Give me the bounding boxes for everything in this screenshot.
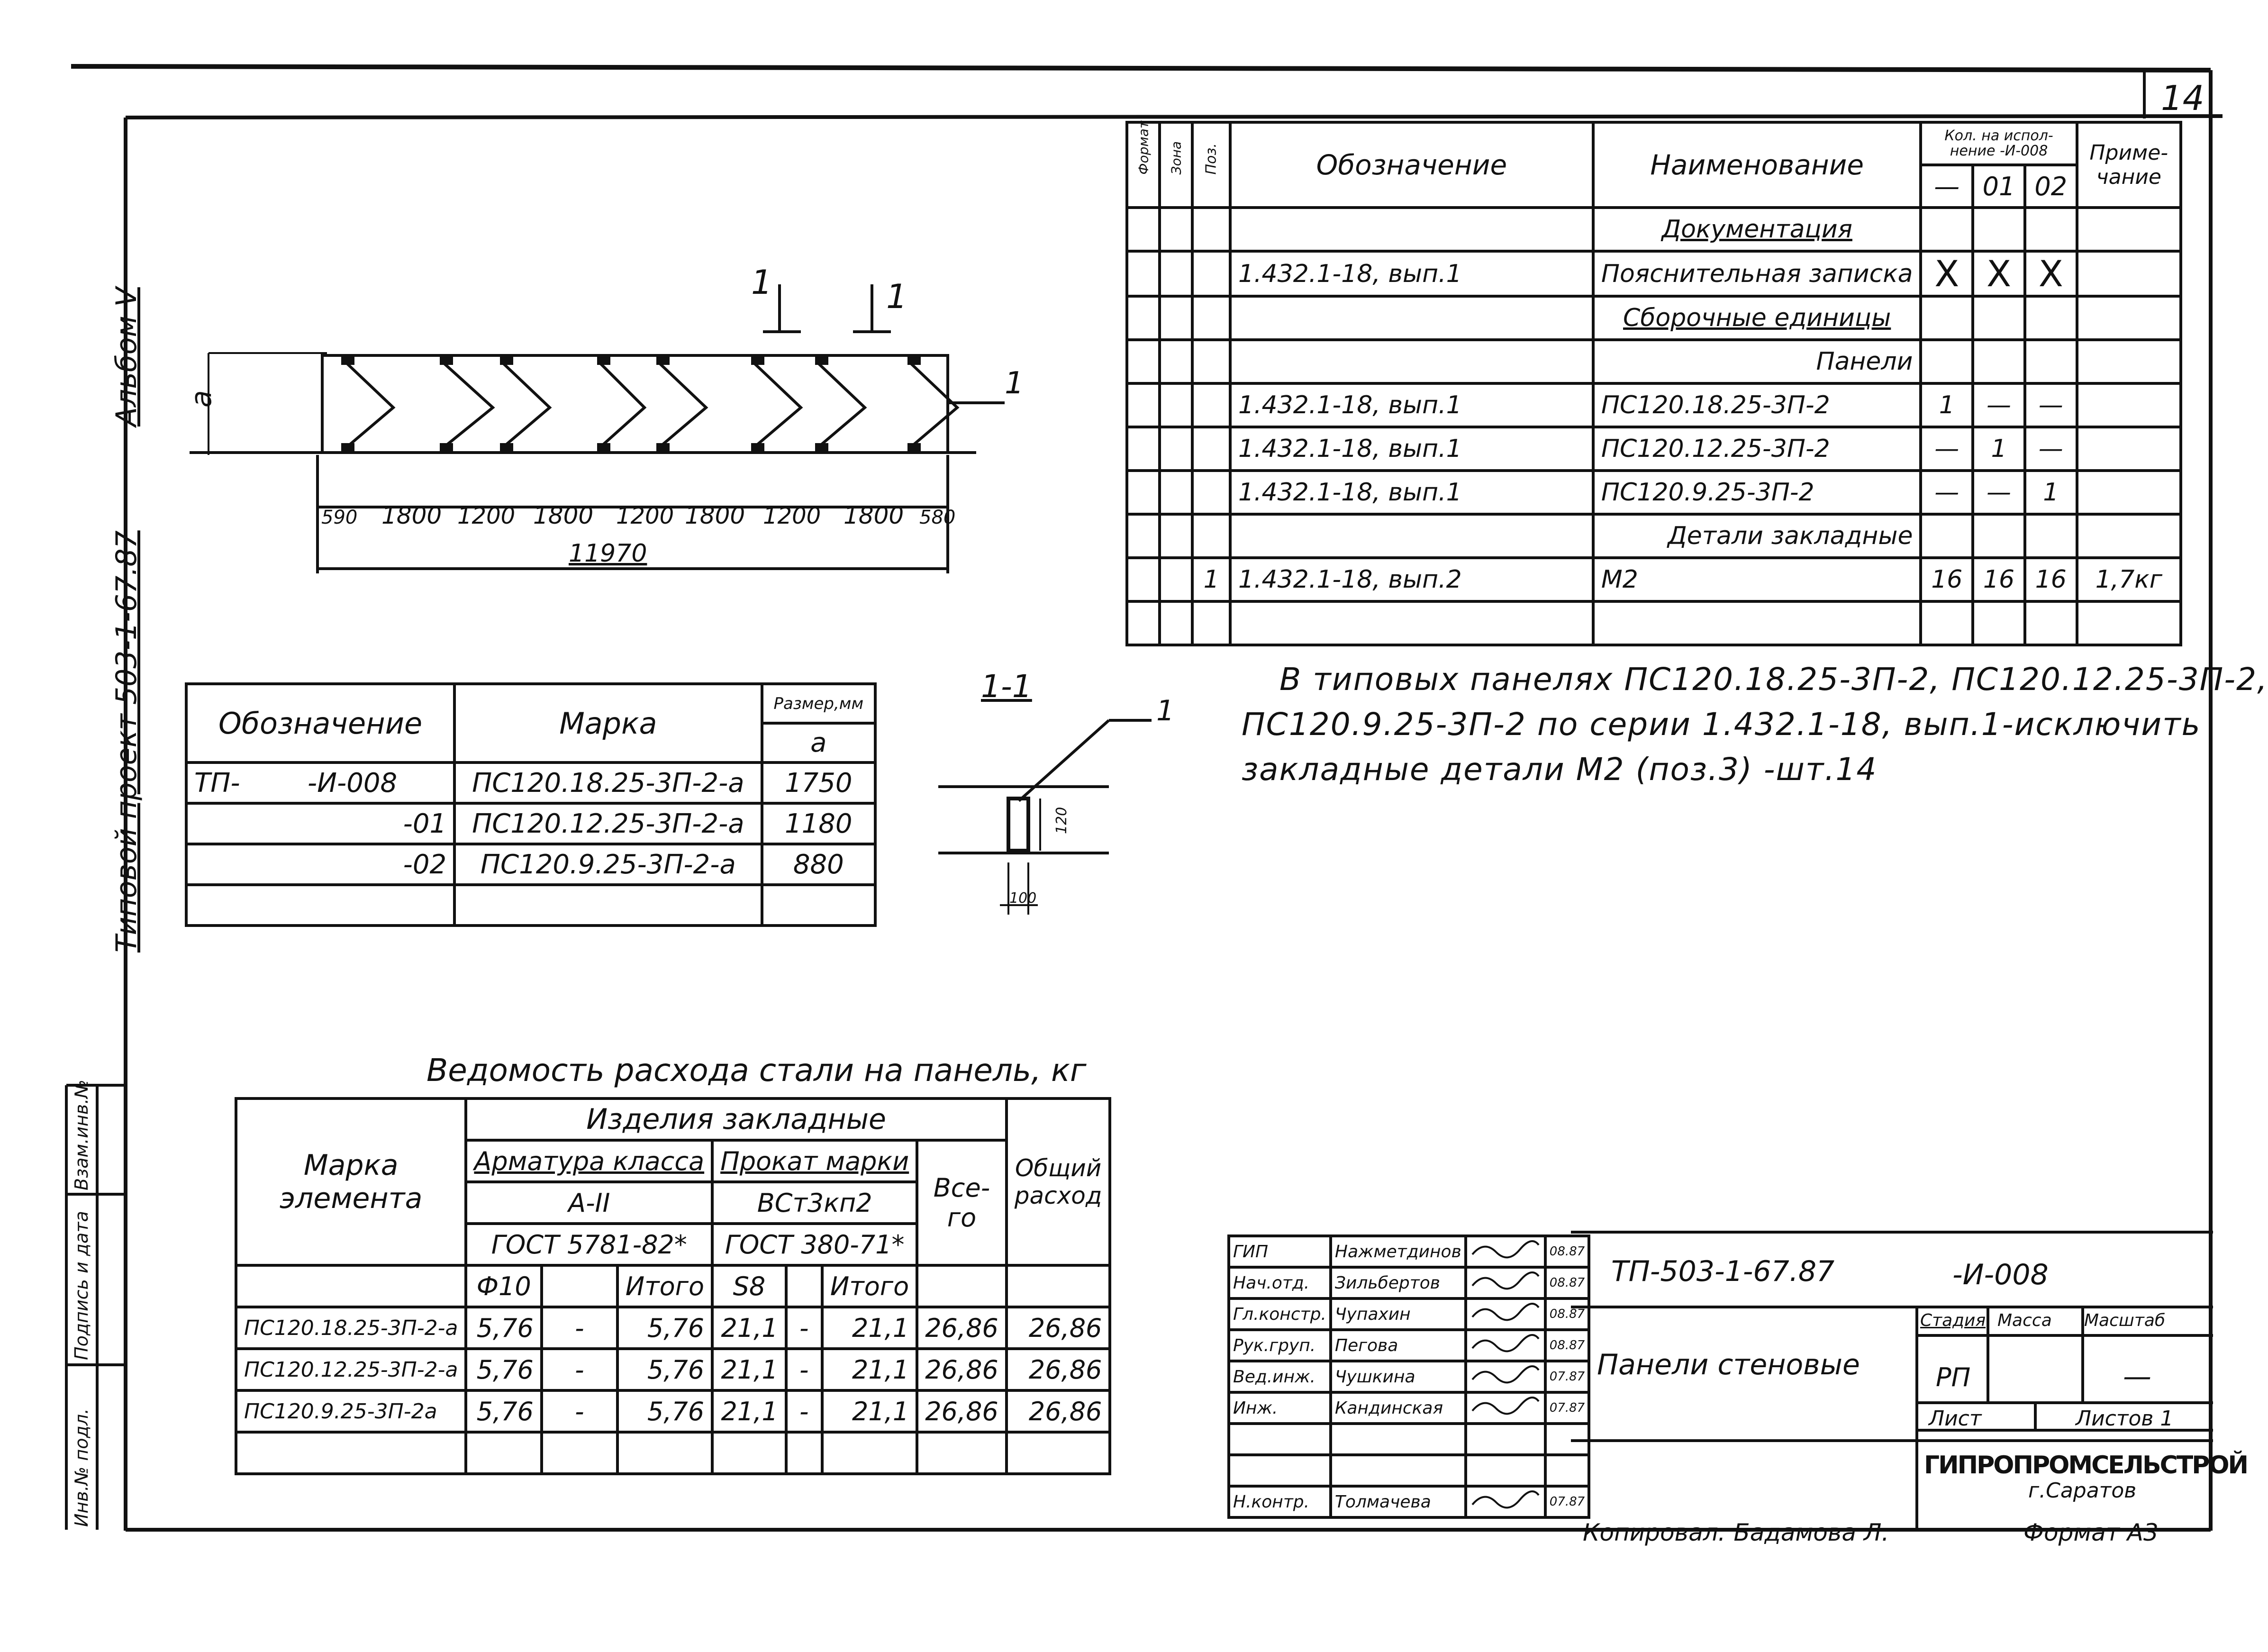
steel-all: 26,86 (917, 1349, 1007, 1390)
panel-elevation-drawing (185, 263, 1043, 607)
spec-note: 1,7кг (2077, 558, 2181, 601)
spec-name (1593, 601, 1921, 645)
spec-format (1127, 383, 1160, 427)
section-drawing (929, 694, 1175, 929)
spec-name: Документация (1593, 208, 1921, 251)
spec-format (1127, 251, 1160, 296)
scale-value: — (2123, 1360, 2151, 1393)
spec-header-designation: Обозначение (1230, 122, 1593, 208)
spec-qty-col-base: — (1921, 165, 1973, 208)
steel-total-2: 21,1 (822, 1349, 917, 1390)
stamp-replace: Взам.инв.№ (71, 1080, 92, 1190)
title-variant: -И-008 (1952, 1258, 2049, 1291)
spec-qty-base: — (1921, 471, 1973, 514)
person-date: 08.87 (1545, 1267, 1589, 1298)
steel-phi10: 5,76 (466, 1349, 541, 1390)
steel-total-2 (822, 1432, 917, 1474)
spec-designation: 1.432.1-18, вып.1 (1230, 427, 1593, 471)
steel-header-empty-3 (917, 1265, 1007, 1307)
spec-qty-02: X (2025, 251, 2077, 296)
person-signature (1466, 1236, 1545, 1267)
dim-1800-1: 1800 (381, 502, 442, 529)
dim-1200-2: 1200 (616, 503, 674, 529)
section-mark-right: 1 (886, 277, 907, 316)
spec-header-qty: Кол. на испол-нение -И-008 (1921, 122, 2077, 165)
person-role (1229, 1424, 1331, 1455)
sheet-format: Формат А3 (2023, 1519, 2159, 1546)
steel-mark: ПС120.12.25-3П-2-а (236, 1349, 466, 1390)
spec-format (1127, 558, 1160, 601)
table-row (1127, 471, 2181, 514)
spec-qty-01: — (1973, 471, 2025, 514)
table-row (1127, 251, 2181, 296)
section-mark-left: 1 (751, 263, 772, 302)
stamp-inv: Инв.№ подл. (71, 1408, 92, 1527)
table-row (1127, 383, 2181, 427)
table-row (236, 1349, 1110, 1390)
spec-qty-col-01: 01 (1973, 165, 2025, 208)
spec-qty-02 (2025, 208, 2077, 251)
person-signature (1466, 1392, 1545, 1424)
dim-1800-4: 1800 (844, 502, 904, 529)
spec-note (2077, 340, 2181, 383)
steel-header-overall: Общий расход (1007, 1098, 1110, 1265)
steel-dash-2: - (786, 1349, 822, 1390)
spec-zone (1160, 383, 1192, 427)
marks-mark (454, 885, 762, 926)
person-signature (1466, 1330, 1545, 1361)
table-row (236, 1390, 1110, 1432)
marks-header-size: Размер,мм (762, 684, 875, 723)
spec-designation (1230, 208, 1593, 251)
dim-1800-3: 1800 (685, 502, 745, 529)
spec-pos (1192, 514, 1230, 558)
spec-note (2077, 427, 2181, 471)
spec-qty-01 (1973, 340, 2025, 383)
steel-total-1: 5,76 (617, 1349, 712, 1390)
note-line-1: В типовых панелях ПС120.18.25-3П-2, ПС120.12.25-3П-2, (1279, 661, 2268, 698)
spec-qty-01 (1973, 208, 2025, 251)
person-date: 07.87 (1545, 1486, 1589, 1517)
page-number: 14 (2161, 78, 2204, 118)
stage-value: РП (1936, 1362, 1971, 1392)
title-code: ТП-503-1-67.87 (1611, 1255, 1835, 1288)
table-row (1127, 601, 2181, 645)
marks-size: 1750 (762, 762, 875, 803)
spec-designation (1230, 340, 1593, 383)
spec-designation: 1.432.1-18, вып.1 (1230, 471, 1593, 514)
spec-designation: 1.432.1-18, вып.1 (1230, 383, 1593, 427)
marks-table (185, 682, 877, 927)
marks-header-mark: Марка (454, 684, 762, 762)
steel-header-rebar-gost: ГОСТ 5781-82* (466, 1224, 712, 1265)
spec-format (1127, 601, 1160, 645)
spec-header-zone: Зона (1160, 122, 1192, 208)
spec-note (2077, 251, 2181, 296)
person-date: 07.87 (1545, 1361, 1589, 1392)
steel-dash-1: - (542, 1307, 617, 1349)
spec-qty-02: 16 (2025, 558, 2077, 601)
person-name: Чушкина (1331, 1361, 1466, 1392)
spec-qty-02 (2025, 296, 2077, 340)
marks-size: 880 (762, 844, 875, 885)
spec-qty-02: — (2025, 427, 2077, 471)
note-line-2: ПС120.9.25-3П-2 по серии 1.432.1-18, вып.1-исключить (1242, 706, 2201, 743)
steel-overall: 26,86 (1007, 1349, 1110, 1390)
spec-qty-base: 1 (1921, 383, 1973, 427)
table-row (1127, 340, 2181, 383)
marks-mark: ПС120.12.25-3П-2-а (454, 803, 762, 844)
spec-format (1127, 514, 1160, 558)
steel-phi10: 5,76 (466, 1307, 541, 1349)
spec-header-format: Формат (1127, 122, 1160, 208)
spec-zone (1160, 514, 1192, 558)
spec-zone (1160, 427, 1192, 471)
organization-name: ГИПРОПРОМСЕЛЬСТРОЙ (1924, 1451, 2248, 1480)
marks-designation (186, 885, 454, 926)
spec-header-note: Приме-чание (2077, 122, 2181, 208)
table-row (1229, 1330, 1589, 1361)
steel-total-1: 5,76 (617, 1307, 712, 1349)
height-dim-label: a (185, 390, 218, 408)
steel-dash-2: - (786, 1307, 822, 1349)
spec-note (2077, 208, 2181, 251)
person-name (1331, 1424, 1466, 1455)
table-row (1229, 1298, 1589, 1330)
spec-designation: 1.432.1-18, вып.2 (1230, 558, 1593, 601)
table-row (1127, 208, 2181, 251)
rebar-label: 1 (1005, 366, 1024, 401)
marks-mark: ПС120.9.25-3П-2-а (454, 844, 762, 885)
spec-qty-01 (1973, 601, 2025, 645)
copied-by: Копировал: Бадамова Л. (1583, 1519, 1889, 1546)
spec-qty-base (1921, 208, 1973, 251)
spec-pos (1192, 383, 1230, 427)
section-callout: 1 (1156, 694, 1175, 727)
spec-qty-02: 1 (2025, 471, 2077, 514)
spec-qty-col-02: 02 (2025, 165, 2077, 208)
steel-dash-2 (786, 1432, 822, 1474)
person-name: Нажметдинов (1331, 1236, 1466, 1267)
table-row (186, 844, 875, 885)
steel-dash-1: - (542, 1349, 617, 1390)
steel-mark (236, 1432, 466, 1474)
table-row (236, 1432, 1110, 1474)
spec-qty-01: X (1973, 251, 2025, 296)
spec-qty-base: — (1921, 427, 1973, 471)
person-signature (1466, 1455, 1545, 1486)
sheets-label: Листов 1 (2076, 1407, 2174, 1431)
person-name: Кандинская (1331, 1392, 1466, 1424)
dim-1200-3: 1200 (763, 503, 821, 529)
table-row (1229, 1267, 1589, 1298)
section-dim-horizontal: 100 (1009, 890, 1037, 907)
spec-qty-base (1921, 601, 1973, 645)
spec-zone (1160, 340, 1192, 383)
marks-size: 1180 (762, 803, 875, 844)
dim-590: 590 (321, 507, 358, 528)
spec-pos (1192, 208, 1230, 251)
spec-header-name: Наименование (1593, 122, 1921, 208)
spec-note (2077, 471, 2181, 514)
spec-pos: 1 (1192, 558, 1230, 601)
spec-note (2077, 514, 2181, 558)
spec-qty-base (1921, 296, 1973, 340)
marks-size (762, 885, 875, 926)
spec-pos (1192, 427, 1230, 471)
person-role: ГИП (1229, 1236, 1331, 1267)
spec-zone (1160, 601, 1192, 645)
person-name: Зильбертов (1331, 1267, 1466, 1298)
title-block-people (1227, 1234, 1590, 1519)
marks-header-designation: Обозначение (186, 684, 454, 762)
person-role (1229, 1455, 1331, 1486)
overall-dim: 11970 (569, 539, 647, 568)
person-date: 08.87 (1545, 1298, 1589, 1330)
spec-qty-02 (2025, 601, 2077, 645)
person-signature (1466, 1486, 1545, 1517)
steel-dash-1 (542, 1432, 617, 1474)
person-role: Н.контр. (1229, 1486, 1331, 1517)
spec-designation (1230, 296, 1593, 340)
spec-designation (1230, 514, 1593, 558)
spec-name: Сборочные единицы (1593, 296, 1921, 340)
steel-total-1: 5,76 (617, 1390, 712, 1432)
spec-zone (1160, 471, 1192, 514)
scale-label: Масштаб (2084, 1311, 2166, 1330)
dim-1200-1: 1200 (457, 503, 516, 529)
stage-label: Стадия (1920, 1311, 1986, 1330)
steel-header-rolled-gost: ГОСТ 380-71* (712, 1224, 917, 1265)
steel-phi10: 5,76 (466, 1390, 541, 1432)
spec-note (2077, 601, 2181, 645)
steel-header-total: Все-го (917, 1140, 1007, 1265)
spec-format (1127, 208, 1160, 251)
steel-header-rebar: Арматура класса (466, 1140, 712, 1182)
spec-designation (1230, 601, 1593, 645)
spec-name: ПС120.9.25-3П-2 (1593, 471, 1921, 514)
table-row (236, 1307, 1110, 1349)
person-signature (1466, 1361, 1545, 1392)
marks-designation: -01 (186, 803, 454, 844)
spec-note (2077, 296, 2181, 340)
person-date: 07.87 (1545, 1392, 1589, 1424)
title-name: Панели стеновые (1597, 1348, 1860, 1381)
table-row (1229, 1455, 1589, 1486)
steel-s8: 21,1 (712, 1390, 786, 1432)
person-signature (1466, 1424, 1545, 1455)
spec-qty-base: 16 (1921, 558, 1973, 601)
marks-header-size-a: a (762, 723, 875, 762)
steel-s8: 21,1 (712, 1349, 786, 1390)
spec-header-pos: Поз. (1192, 122, 1230, 208)
spec-pos (1192, 251, 1230, 296)
spec-pos (1192, 601, 1230, 645)
steel-all (917, 1432, 1007, 1474)
steel-header-empty-1 (542, 1265, 617, 1307)
spec-note (2077, 383, 2181, 427)
spec-format (1127, 471, 1160, 514)
spec-name: Пояснительная записка (1593, 251, 1921, 296)
steel-overall (1007, 1432, 1110, 1474)
section-dim-vertical: 120 (1053, 807, 1070, 834)
table-row (186, 762, 875, 803)
mass-label: Масса (1997, 1311, 2052, 1330)
steel-dash-1: - (542, 1390, 617, 1432)
spec-qty-base (1921, 514, 1973, 558)
person-name: Чупахин (1331, 1298, 1466, 1330)
spec-pos (1192, 340, 1230, 383)
steel-header-phi10: Ф10 (466, 1265, 541, 1307)
person-role: Гл.констр. (1229, 1298, 1331, 1330)
spec-qty-01 (1973, 514, 2025, 558)
spec-name: Детали закладные (1593, 514, 1921, 558)
spec-qty-base: X (1921, 251, 1973, 296)
steel-mark: ПС120.9.25-3П-2а (236, 1390, 466, 1432)
project-label: Типовой проект 503-1-67.87 (110, 530, 143, 953)
spec-qty-01: — (1973, 383, 2025, 427)
person-role: Рук.груп. (1229, 1330, 1331, 1361)
steel-all: 26,86 (917, 1307, 1007, 1349)
person-name: Толмачева (1331, 1486, 1466, 1517)
steel-s8: 21,1 (712, 1307, 786, 1349)
steel-overall: 26,86 (1007, 1307, 1110, 1349)
spec-qty-01 (1973, 296, 2025, 340)
person-role: Вед.инж. (1229, 1361, 1331, 1392)
person-signature (1466, 1298, 1545, 1330)
steel-header-embedded: Изделия закладные (466, 1098, 1006, 1140)
steel-mark: ПС120.18.25-3П-2-а (236, 1307, 466, 1349)
organization-city: г.Саратов (2028, 1479, 2137, 1503)
table-row (1229, 1236, 1589, 1267)
steel-s8 (712, 1432, 786, 1474)
table-row (1127, 514, 2181, 558)
dim-580: 580 (919, 507, 956, 528)
spec-designation: 1.432.1-18, вып.1 (1230, 251, 1593, 296)
steel-header-subtotal-1: Итого (617, 1265, 712, 1307)
spec-format (1127, 427, 1160, 471)
spec-format (1127, 296, 1160, 340)
dim-1800-2: 1800 (533, 502, 594, 529)
spec-name: ПС120.12.25-3П-2 (1593, 427, 1921, 471)
steel-all: 26,86 (917, 1390, 1007, 1432)
steel-header-rolled: Прокат марки (712, 1140, 917, 1182)
steel-header-mark: Марка элемента (236, 1098, 466, 1265)
sheet-label: Лист (1929, 1407, 1982, 1431)
person-role: Нач.отд. (1229, 1267, 1331, 1298)
steel-header-rolled-grade: ВСт3кп2 (712, 1182, 917, 1224)
steel-dash-2: - (786, 1390, 822, 1432)
steel-phi10 (466, 1432, 541, 1474)
table-row (186, 803, 875, 844)
table-row (1229, 1424, 1589, 1455)
spec-pos (1192, 296, 1230, 340)
note-line-3: закладные детали М2 (поз.3) -шт.14 (1242, 751, 1878, 788)
spec-name: Панели (1593, 340, 1921, 383)
person-date: 08.87 (1545, 1330, 1589, 1361)
spec-format (1127, 340, 1160, 383)
table-row (1127, 427, 2181, 471)
person-name (1331, 1455, 1466, 1486)
table-row (1229, 1486, 1589, 1517)
steel-table-title: Ведомость расхода стали на панель, кг (426, 1052, 1087, 1089)
steel-header-blank (236, 1265, 466, 1307)
person-name: Пегова (1331, 1330, 1466, 1361)
person-date: 08.87 (1545, 1236, 1589, 1267)
spec-qty-01: 16 (1973, 558, 2025, 601)
table-row (1127, 558, 2181, 601)
steel-table (235, 1097, 1111, 1475)
steel-overall: 26,86 (1007, 1390, 1110, 1432)
spec-name: М2 (1593, 558, 1921, 601)
spec-zone (1160, 251, 1192, 296)
spec-zone (1160, 296, 1192, 340)
table-row (1127, 296, 2181, 340)
marks-mark: ПС120.18.25-3П-2-а (454, 762, 762, 803)
steel-total-2: 21,1 (822, 1390, 917, 1432)
spec-pos (1192, 471, 1230, 514)
spec-qty-02: — (2025, 383, 2077, 427)
steel-header-empty-4 (1007, 1265, 1110, 1307)
spec-zone (1160, 208, 1192, 251)
spec-qty-02 (2025, 340, 2077, 383)
spec-name: ПС120.18.25-3П-2 (1593, 383, 1921, 427)
steel-header-subtotal-2: Итого (822, 1265, 917, 1307)
steel-total-1 (617, 1432, 712, 1474)
table-row (1229, 1392, 1589, 1424)
spec-zone (1160, 558, 1192, 601)
person-signature (1466, 1267, 1545, 1298)
spec-qty-02 (2025, 514, 2077, 558)
section-title: 1-1 (981, 668, 1032, 705)
stamp-signature: Подпись и дата (71, 1211, 92, 1360)
person-role: Инж. (1229, 1392, 1331, 1424)
steel-header-empty-2 (786, 1265, 822, 1307)
spec-qty-01: 1 (1973, 427, 2025, 471)
steel-total-2: 21,1 (822, 1307, 917, 1349)
album-label: Альбом V (110, 287, 143, 427)
spec-qty-base (1921, 340, 1973, 383)
marks-designation: ТП- -И-008 (186, 762, 454, 803)
steel-header-s8: S8 (712, 1265, 786, 1307)
table-row (186, 885, 875, 926)
steel-header-rebar-class: А-II (466, 1182, 712, 1224)
specification-table (1125, 121, 2182, 646)
table-row (1229, 1361, 1589, 1392)
marks-designation: -02 (186, 844, 454, 885)
